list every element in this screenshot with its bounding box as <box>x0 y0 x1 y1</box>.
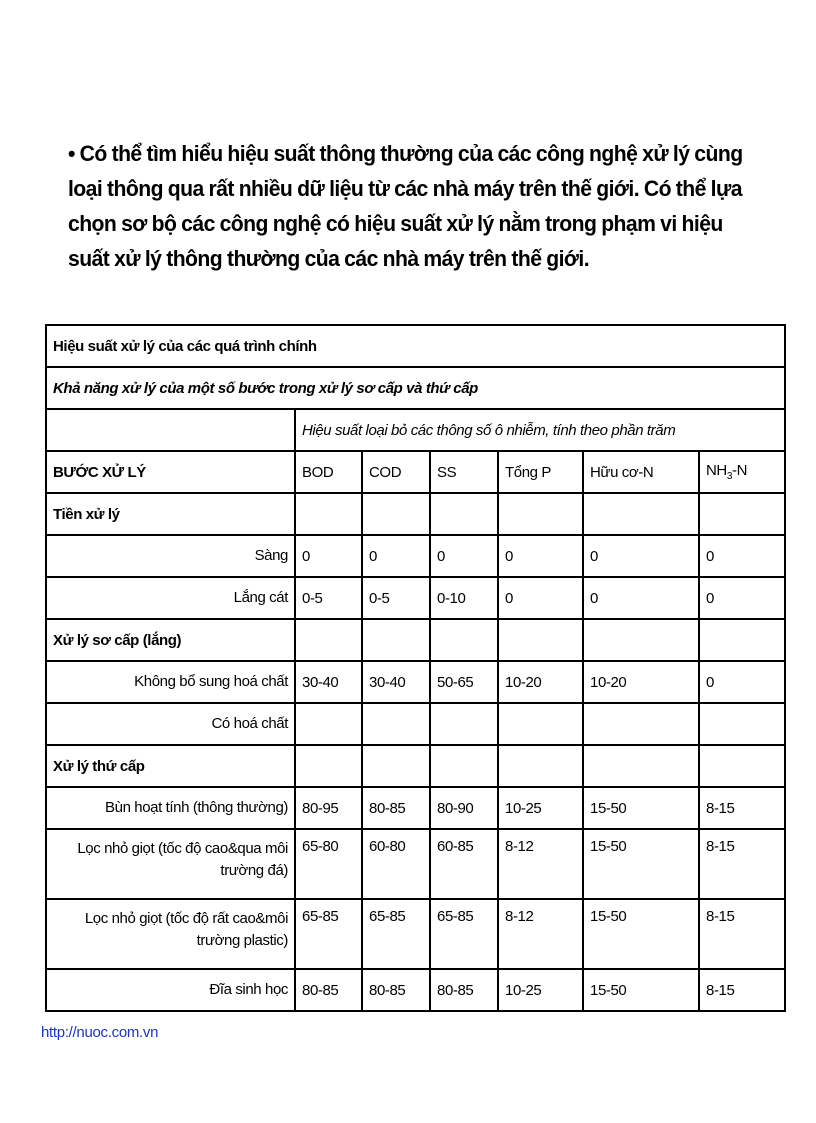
empty-cell <box>362 619 430 661</box>
group-label: Tiền xử lý <box>46 493 295 535</box>
header-note: Hiệu suất loại bỏ các thông số ô nhiễm, tính theo phần trăm <box>295 409 785 451</box>
value-cell: 0-5 <box>295 577 362 619</box>
value-cell: 65-85 <box>362 899 430 969</box>
step-label: Lọc nhỏ giọt (tốc độ rất cao&môi trường plastic) <box>46 899 295 969</box>
group-row-pretreatment <box>46 493 785 535</box>
column-header-cod: COD <box>362 451 430 493</box>
group-row-secondary <box>46 745 785 787</box>
column-header-ss: SS <box>430 451 498 493</box>
table-subtitle: Khả năng xử lý của một số bước trong xử lý sơ cấp và thứ cấp <box>46 367 785 409</box>
value-cell: 80-85 <box>362 969 430 1011</box>
empty-cell <box>498 703 583 745</box>
value-cell: 15-50 <box>583 969 699 1011</box>
value-cell: 65-80 <box>295 829 362 899</box>
value-cell: 0 <box>498 535 583 577</box>
value-cell: 80-85 <box>430 969 498 1011</box>
intro-paragraph: • Có thể tìm hiểu hiệu suất thông thường của các công nghệ xử lý cùng loại thông qua rất nhiều dữ liệu từ các nhà máy trên thế giới. Có thể lựa chọn sơ bộ các công nghệ có hiệu suất xử lý nằm trong phạm vi hiệu suất xử lý thông thường của các nhà máy trên thế giới. <box>68 141 743 271</box>
value-cell: 8-15 <box>699 969 785 1011</box>
nh3-subscript: 3 <box>726 471 733 482</box>
value-cell: 0 <box>362 535 430 577</box>
value-cell: 0-5 <box>362 577 430 619</box>
nh3-base: NH <box>706 462 727 479</box>
table-row <box>46 829 785 899</box>
empty-cell <box>498 745 583 787</box>
column-header-nh3-n <box>699 451 785 493</box>
empty-cell <box>498 619 583 661</box>
value-cell: 15-50 <box>583 899 699 969</box>
empty-cell <box>583 619 699 661</box>
column-header-total-p: Tổng P <box>498 451 583 493</box>
empty-cell <box>362 745 430 787</box>
step-header: BƯỚC XỬ LÝ <box>46 451 295 493</box>
source-link[interactable]: http://nuoc.com.vn <box>41 1024 159 1041</box>
value-cell: 80-95 <box>295 787 362 829</box>
value-cell: 80-85 <box>295 969 362 1011</box>
value-cell: 60-85 <box>430 829 498 899</box>
empty-cell <box>699 745 785 787</box>
empty-cell <box>295 619 362 661</box>
value-cell: 30-40 <box>295 661 362 703</box>
step-label: Có hoá chất <box>46 703 295 745</box>
table-subtitle-row <box>46 367 785 409</box>
empty-cell <box>295 493 362 535</box>
table-row <box>46 661 785 703</box>
step-label: Đĩa sinh học <box>46 969 295 1011</box>
efficiency-table <box>45 324 786 1012</box>
column-header-row <box>46 451 785 493</box>
empty-cell <box>430 493 498 535</box>
value-cell: 10-20 <box>498 661 583 703</box>
value-cell: 8-15 <box>699 787 785 829</box>
table-row <box>46 703 785 745</box>
value-cell: 0 <box>583 577 699 619</box>
value-cell: 15-50 <box>583 829 699 899</box>
empty-cell <box>699 493 785 535</box>
step-label: Lọc nhỏ giọt (tốc độ cao&qua môi trường đá) <box>46 829 295 899</box>
column-header-bod: BOD <box>295 451 362 493</box>
empty-cell <box>430 703 498 745</box>
value-cell: 0 <box>699 661 785 703</box>
value-cell: 10-20 <box>583 661 699 703</box>
empty-cell <box>46 409 295 451</box>
empty-cell <box>362 493 430 535</box>
empty-cell <box>583 745 699 787</box>
empty-cell <box>362 703 430 745</box>
empty-cell <box>583 493 699 535</box>
value-cell: 0 <box>498 577 583 619</box>
value-cell: 80-85 <box>362 787 430 829</box>
value-cell: 15-50 <box>583 787 699 829</box>
step-label: Bùn hoạt tính (thông thường) <box>46 787 295 829</box>
table-row <box>46 535 785 577</box>
value-cell: 0 <box>583 535 699 577</box>
value-cell: 80-90 <box>430 787 498 829</box>
value-cell: 50-65 <box>430 661 498 703</box>
step-label: Lắng cát <box>46 577 295 619</box>
value-cell: 10-25 <box>498 969 583 1011</box>
table-title-row <box>46 325 785 367</box>
empty-cell <box>583 703 699 745</box>
table-row <box>46 787 785 829</box>
value-cell: 30-40 <box>362 661 430 703</box>
value-cell: 60-80 <box>362 829 430 899</box>
value-cell: 8-15 <box>699 829 785 899</box>
empty-cell <box>699 703 785 745</box>
table-title: Hiệu suất xử lý của các quá trình chính <box>46 325 785 367</box>
value-cell: 10-25 <box>498 787 583 829</box>
value-cell: 0 <box>430 535 498 577</box>
value-cell: 8-15 <box>699 899 785 969</box>
empty-cell <box>699 619 785 661</box>
table-row <box>46 969 785 1011</box>
step-label: Không bổ sung hoá chất <box>46 661 295 703</box>
empty-cell <box>430 745 498 787</box>
value-cell: 0 <box>699 577 785 619</box>
value-cell: 0-10 <box>430 577 498 619</box>
value-cell: 0 <box>295 535 362 577</box>
group-label: Xử lý sơ cấp (lắng) <box>46 619 295 661</box>
value-cell: 8-12 <box>498 899 583 969</box>
value-cell: 65-85 <box>430 899 498 969</box>
empty-cell <box>295 703 362 745</box>
value-cell: 65-85 <box>295 899 362 969</box>
empty-cell <box>498 493 583 535</box>
group-row-primary <box>46 619 785 661</box>
header-note-row <box>46 409 785 451</box>
table-row <box>46 899 785 969</box>
table-row <box>46 577 785 619</box>
group-label: Xử lý thứ cấp <box>46 745 295 787</box>
empty-cell <box>295 745 362 787</box>
value-cell: 0 <box>699 535 785 577</box>
step-label: Sàng <box>46 535 295 577</box>
value-cell: 8-12 <box>498 829 583 899</box>
nh3-suffix: -N <box>732 462 748 479</box>
column-header-organic-n: Hữu cơ-N <box>583 451 699 493</box>
empty-cell <box>430 619 498 661</box>
